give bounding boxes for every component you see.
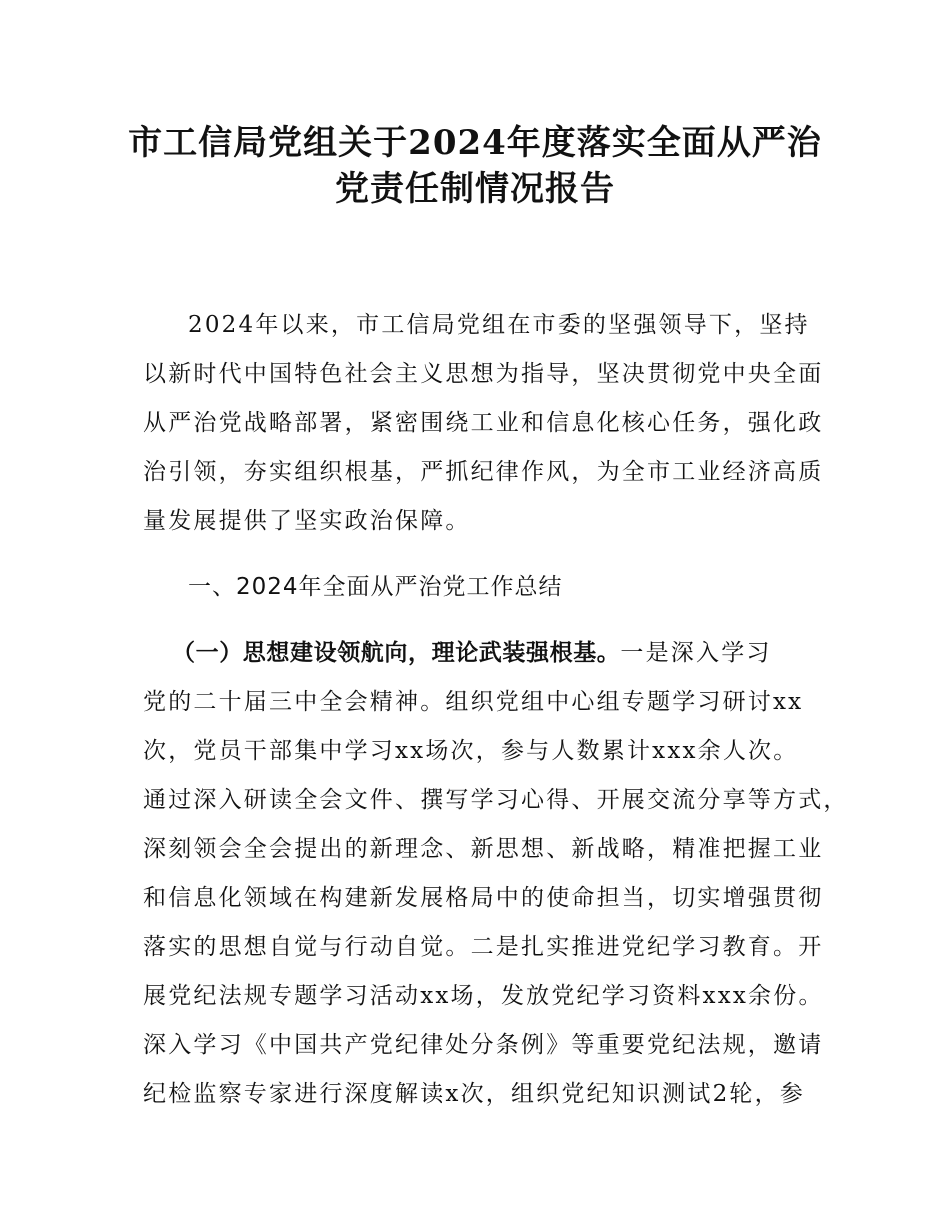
body-line: 党的二十届三中全会精神。组织党组中心组专题学习研讨xx: [143, 689, 804, 715]
body-line: 展党纪法规专题学习活动xx场，发放党纪学习资料xxx余份。: [143, 983, 824, 1009]
subsection-first-line: [172, 637, 862, 669]
subsection-lead-text: 一是深入学习: [620, 640, 772, 666]
document-title-line-1: 市工信局党组关于2024年度落实全面从严治: [128, 123, 822, 163]
document-title-line-2: 党责任制情况报告: [335, 169, 615, 209]
body-line: 纪检监察专家进行深度解读x次，组织党纪知识测试2轮，参: [143, 1081, 806, 1107]
body-line: 次，党员干部集中学习xx场次，参与人数累计xxx余人次。: [143, 738, 799, 764]
body-line: 和信息化领域在构建新发展格局中的使命担当，切实增强贯彻: [143, 885, 824, 911]
body-line: 深刻领会全会提出的新理念、新思想、新战略，精准把握工业: [143, 836, 824, 862]
section-heading: 一、2024年全面从严治党工作总结: [188, 574, 563, 600]
intro-line: 治引领，夯实组织根基，严抓纪律作风，为全市工业经济高质: [143, 459, 824, 485]
intro-line: 量发展提供了坚实政治保障。: [143, 508, 471, 534]
body-line: 通过深入研读全会文件、撰写学习心得、开展交流分享等方式，: [143, 787, 849, 813]
intro-line: 2024年以来，市工信局党组在市委的坚强领导下，坚持: [188, 312, 810, 338]
intro-line: 从严治党战略部署，紧密围绕工业和信息化核心任务，强化政: [143, 410, 824, 436]
intro-line: 以新时代中国特色社会主义思想为指导，坚决贯彻党中央全面: [143, 361, 824, 387]
body-line: 深入学习《中国共产党纪律处分条例》等重要党纪法规，邀请: [143, 1032, 824, 1058]
body-line: 落实的思想自觉与行动自觉。二是扎实推进党纪学习教育。开: [143, 934, 824, 960]
subsection-heading: （一）思想建设领航向，理论武装强根基。: [172, 640, 621, 666]
